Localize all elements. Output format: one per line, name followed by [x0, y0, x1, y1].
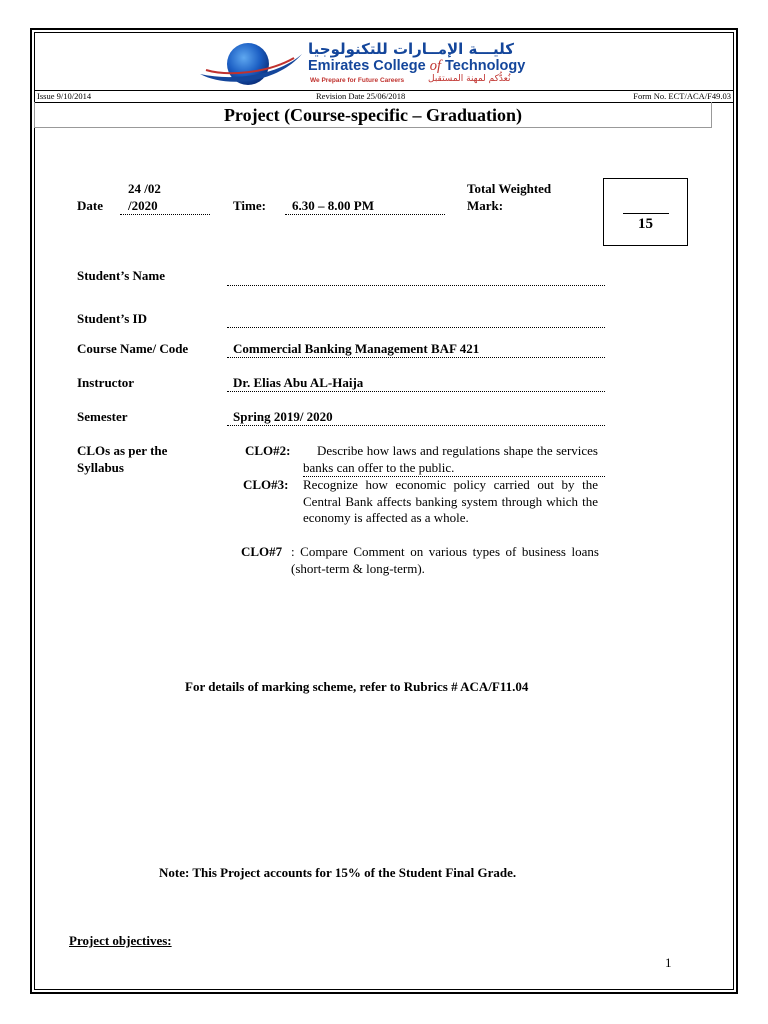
rubrics-note: For details of marking scheme, refer to Rubrics # ACA/F11.04 [185, 679, 529, 694]
time-dotted-line [285, 214, 445, 215]
clo-code: CLO#7 [241, 544, 283, 559]
tagline-english: We Prepare for Future Careers [310, 77, 405, 84]
date-label: Date [77, 198, 103, 213]
course-dotted-line [227, 357, 605, 358]
course-label: Course Name/ Code [77, 341, 189, 356]
clo-text: Recognize how economic policy carried out by the Central Bank affects banking system through which the economy is affected as a whole. [303, 477, 598, 525]
semester-label: Semester [77, 409, 128, 424]
revision-date: Revision Date 25/06/2018 [316, 91, 406, 101]
student-name-label: Student’s Name [77, 268, 165, 283]
time-value: 6.30 – 8.00 PM [292, 198, 374, 213]
instructor-label: Instructor [77, 375, 135, 390]
document-title: Project (Course-specific – Graduation) [34, 102, 712, 128]
date-value-line2: /2020 [128, 198, 158, 213]
date-value-line1: 24 /02 [128, 181, 161, 196]
student-id-field[interactable] [227, 327, 605, 328]
semester-value: Spring 2019/ 2020 [233, 409, 333, 424]
grade-note: Note: This Project accounts for 15% of the Student Final Grade. [159, 865, 517, 880]
issue-date: Issue 9/10/2014 [37, 91, 92, 101]
mark-label-line2: Mark: [467, 198, 504, 213]
mark-label-line1: Total Weighted [467, 181, 552, 196]
student-id-label: Student’s ID [77, 311, 147, 326]
total-mark-value: 15 [638, 216, 653, 232]
date-dotted-line [120, 214, 210, 215]
globe-orbit-icon [196, 40, 306, 90]
clo-code: CLO#2: [245, 443, 291, 458]
time-label: Time: [233, 198, 266, 213]
student-name-field[interactable] [227, 285, 605, 286]
instructor-dotted-line [227, 391, 605, 392]
clo-text-3: : Compare Comment on various types of business loans (short-term & long-term). [291, 544, 599, 576]
total-mark-box [603, 178, 688, 246]
clos-label-line2: Syllabus [77, 460, 124, 475]
english-college-name: Emirates College of Technology [308, 58, 526, 74]
clos-label-line1: CLOs as per the [77, 443, 168, 458]
instructor-value: Dr. Elias Abu AL-Haija [233, 375, 364, 390]
page-number: 1 [665, 955, 672, 970]
semester-dotted-line [227, 425, 605, 426]
objectives-heading: Project objectives: [69, 933, 172, 948]
clo-code: CLO#3: [243, 477, 289, 492]
course-value: Commercial Banking Management BAF 421 [233, 341, 480, 356]
mark-fraction-bar [623, 213, 669, 214]
college-logo [196, 40, 556, 90]
clo-text: Describe how laws and regulations shape the services banks can offer to the public. [303, 443, 598, 475]
form-number: Form No. ECT/ACA/F49.03 [633, 91, 731, 101]
tagline-arabic: نُعدُّكم لمهنة المستقبل [428, 74, 511, 84]
arabic-college-name: كليـــة الإمــارات للتكنولوجيا [308, 40, 514, 58]
